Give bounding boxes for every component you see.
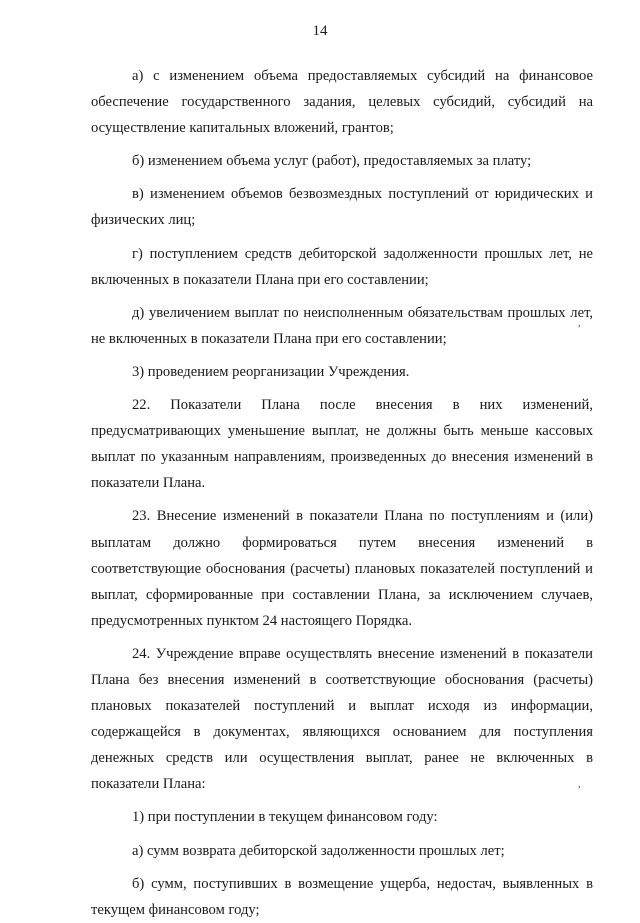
paragraph-v-donations: в) изменением объемов безвозмездных поступлений от юридических и физических лиц; xyxy=(91,186,593,229)
paragraph-3-reorganization: 3) проведением реорганизации Учреждения. xyxy=(132,363,410,380)
paragraph-1-current-year: 1) при поступлении в текущем финансовом году: xyxy=(132,809,438,826)
paragraph-b-services: б) изменением объема услуг (работ), предоставляемых за плату; xyxy=(132,153,532,170)
paragraph-a-receivables-return: а) сумм возврата дебиторской задолженности прошлых лет; xyxy=(132,842,505,859)
paragraph-g-receivables: г) поступлением средств дебиторской задолженности прошлых лет, не включенных в показатели Плана при его составлении; xyxy=(91,245,593,288)
paragraph-a-subsidies: а) с изменением объема предоставляемых субсидий на финансовое обеспечение государственного задания, целевых субсидий, субсидий на осуществление капитальных вложений, грантов; xyxy=(91,68,593,137)
document-body xyxy=(91,63,593,923)
paragraph-24: 24. Учреждение вправе осуществлять внесение изменений в показатели Плана без внесения изменений в соответствующие обоснования (расчеты) плановых показателей поступлений и выплат исходя из информации, содержащейся в документах, являющихся основанием для поступления денежных средств или осуществления выплат, ранее не включенных в показатели Плана: xyxy=(91,645,593,793)
paragraph-d-obligations: д) увеличением выплат по неисполненным обязательствам прошлых лет, не включенных в показатели Плана при его составлении; xyxy=(91,304,593,347)
scan-speck: , xyxy=(578,318,581,329)
paragraph-23: 23. Внесение изменений в показатели Плана по поступлениям и (или) выплатам должно формироваться путем внесения изменений в соответствующие обоснования (расчеты) плановых показателей поступлений и выплат, сформированные при составлении Плана, за исключением случаев, предусмотренных пунктом 24 настоящего Порядка. xyxy=(91,508,593,629)
paragraph-b-damages: б) сумм, поступивших в возмещение ущерба, недостач, выявленных в текущем финансовом году; xyxy=(91,875,593,918)
paragraph-22: 22. Показатели Плана после внесения в них изменений, предусматривающих уменьшение выплат, не должны быть меньше кассовых выплат по указанным направлениям, произведенных до внесения изменений в показатели Плана. xyxy=(91,397,593,492)
scan-speck: , xyxy=(578,779,581,790)
page-number: 14 xyxy=(312,23,328,39)
